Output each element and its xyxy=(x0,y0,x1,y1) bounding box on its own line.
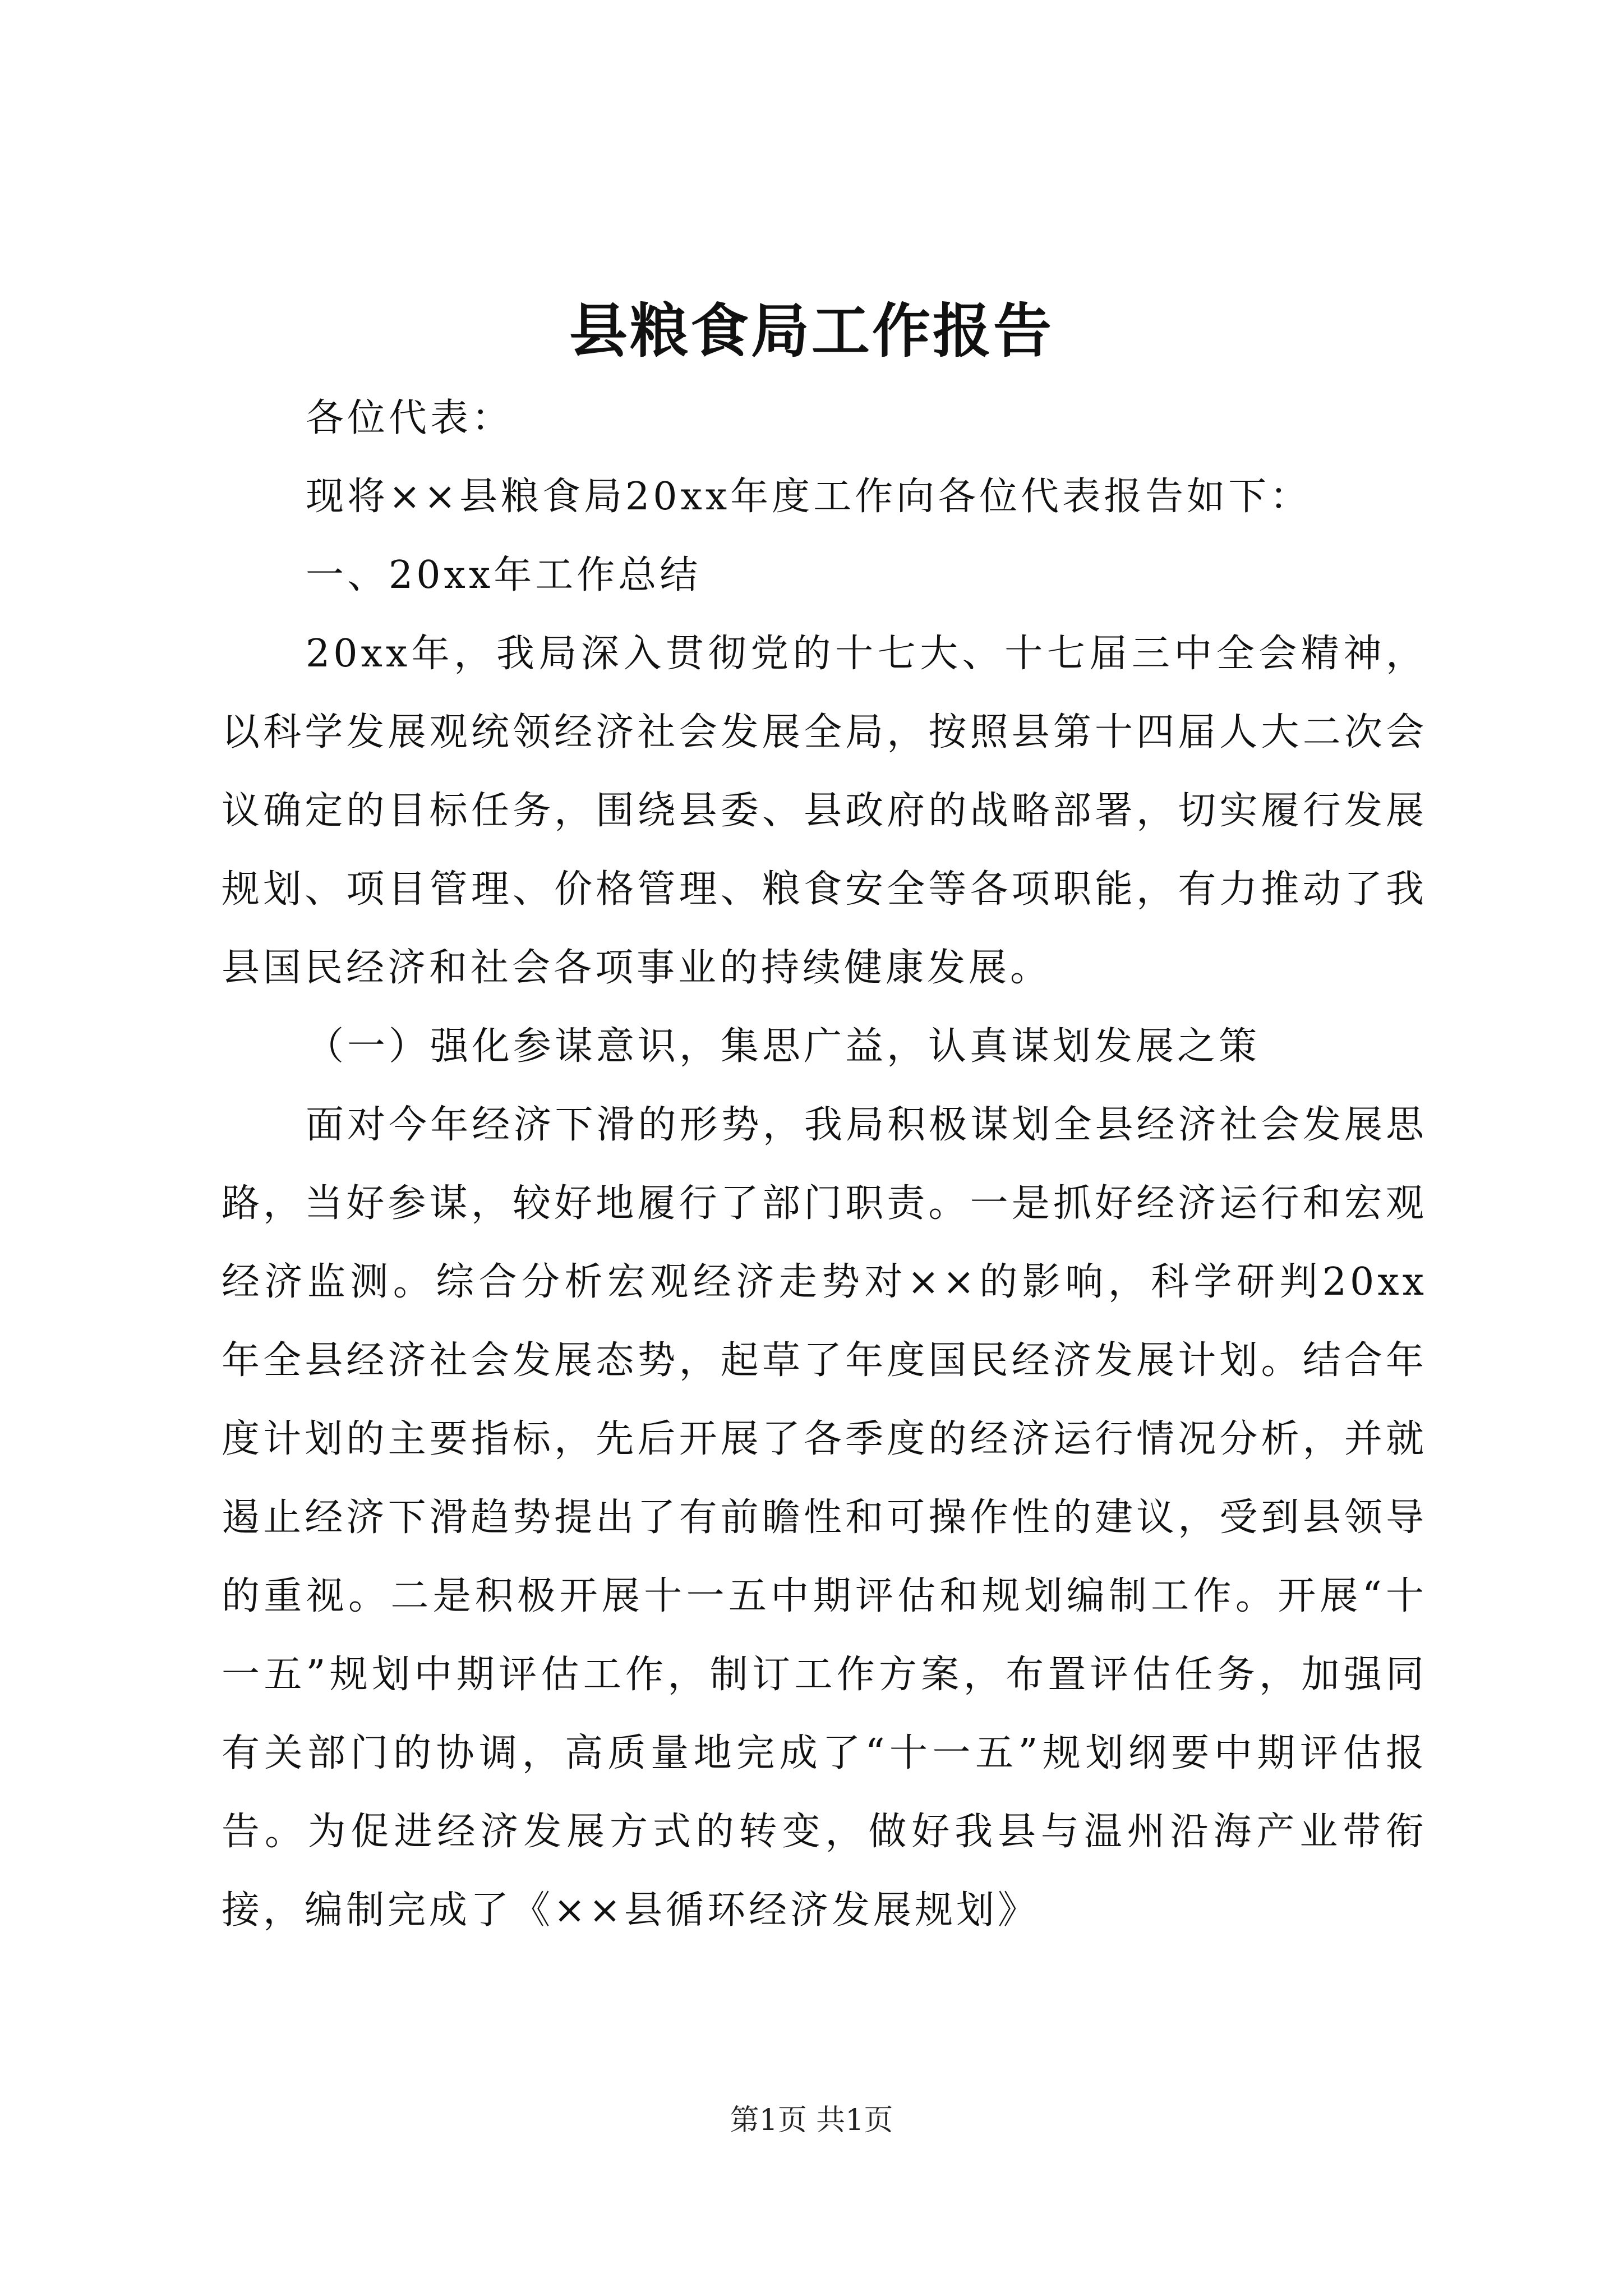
section-heading: 一、20xx年工作总结 xyxy=(306,553,702,597)
intro-paragraph: 现将××县粮食局20xx年度工作向各位代表报告如下： xyxy=(306,475,1312,519)
page-footer: 第1页 共1页 xyxy=(730,2104,893,2137)
salutation: 各位代表： xyxy=(306,396,514,440)
document-title: 县粮食局工作报告 xyxy=(569,296,1054,365)
subsection-heading: （一）强化参谋意识，集思广益，认真谋划发展之策 xyxy=(306,1024,1261,1069)
detail-paragraph: 面对今年经济下滑的形势，我局积极谋划全县经济社会发展思路，当好参谋，较好地履行了部门职责。一是抓好经济运行和宏观经济监测。综合分析宏观经济走势对××的影响，科学研判20xx年全县经济社会发展态势，起草了年度国民经济发展计划。结合年度计划的主要指标，先后开展了各季度的经济运行情况分析，并就遏止经济下滑趋势提出了有前瞻性和可操作性的建议，受到县领导的重视。二是积极开展十一五中期评估和规划编制工作。开展“十一五”规划中期评估工作，制订工作方案，布置评估任务，加强同有关部门的协调，高质量地完成了“十一五”规划纲要中期评估报告。为促进经济发展方式的转变，做好我县与温州沿海产业带衔接，编制完成了《××县循环经济发展规划》 xyxy=(222,1103,1427,1932)
summary-paragraph: 20xx年，我局深入贯彻党的十七大、十七届三中全会精神，以科学发展观统领经济社会发展全局，按照县第十四届人大二次会议确定的目标任务，围绕县委、县政府的战略部署，切实履行发展规划、项目管理、价格管理、粮食安全等各项职能，有力推动了我县国民经济和社会各项事业的持续健康发展。 xyxy=(222,632,1427,990)
document-body xyxy=(222,379,1427,1950)
